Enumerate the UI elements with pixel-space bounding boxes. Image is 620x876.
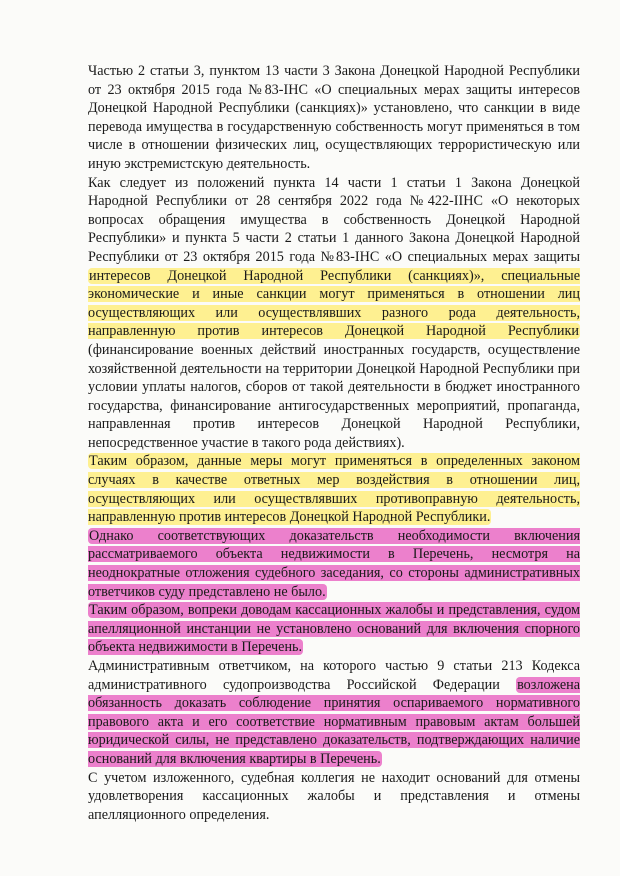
magenta-highlight: Таким образом, вопреки доводам кассационных жалобы и представления, судом апелляционной инстанции не установлено оснований для включения спорного объекта недвижимости в Перечень. (88, 602, 580, 656)
paragraph-3 (88, 452, 580, 526)
text-segment: С учетом изложенного, судебная коллегия не находит оснований для отмены удовлетворения кассационных жалобы и представления и отмены апелляционного определения. (88, 769, 580, 823)
paragraph-5 (88, 601, 580, 657)
magenta-highlight: Однако соответствующих доказательств необходимости включения рассматриваемого объекта недвижимости в Перечень, несмотря на неоднократные отложения судебного заседания, со стороны административных ответчиков суду представлено не было. (88, 527, 580, 600)
paragraph-1 (88, 62, 580, 174)
paragraph-7 (88, 769, 580, 825)
paragraph-6 (88, 657, 580, 769)
document-body (88, 62, 580, 824)
text-segment: Частью 2 статьи 3, пунктом 13 части 3 Закона Донецкой Народной Республики от 23 октября 2015 года №83-IНС «О специальных мерах защиты интересов Донецкой Народной Республики (санкциях)» установлено, что санкции в виде перевода имущества в государственную собственность могут применяться в том числе в отношении физических лиц, осуществляющих террористическую или иную экстремистскую деятельность. (88, 63, 580, 172)
paragraph-4 (88, 527, 580, 601)
magenta-highlight: возложена обязанность доказать соблюдение принятия оспариваемого нормативного правового акта и его соответствие нормативным правовым актам большей юридической силы, не представлено доказательств, подтверждающих наличие оснований для включения квартиры в Перечень. (88, 676, 580, 767)
paragraph-2 (88, 174, 580, 453)
yellow-highlight: интересов Донецкой Народной Республики (санкциях)», специальные экономические и иные санкции могут применяться в отношении лиц осуществляющих или осуществлявших разного рода деятельность, направленную против интересов Донецкой Народной Республики (88, 267, 580, 340)
text-segment: Как следует из положений пункта 14 части 1 статьи 1 Закона Донецкой Народной Республики от 28 сентября 2022 года №422-IIНС «О некоторых вопросах обращения имущества в собственность Донецкой Народной Республики» и пункта 5 части 2 статьи 1 данного Закона Донецкой Народной Республики от 23 октября 2015 года №83-IНС «О специальных мерах защиты (88, 174, 580, 265)
text-segment: Административным ответчиком, на которого частью 9 статьи 213 Кодекса административного судопроизводства Российской Федерации (88, 658, 580, 693)
text-segment: (финансирование военных действий иностранных государств, осуществление хозяйственной деятельности на территории Донецкой Народной Республики при условии уплаты налогов, сборов от такой деятельности в бюджет иностранного государства, финансирование антигосударственных мероприятий, пропаганда, направленная против интересов Донецкой Народной Республики, непосредственное участие в такого рода действиях). (88, 341, 580, 451)
yellow-highlight: Таким образом, данные меры могут применяться в определенных законом случаях в качестве ответных мер воздействия в отношении лиц, осуществляющих или осуществлявших противоправную деятельность, направленную против интересов Донецкой Народной Республики. (88, 453, 580, 526)
